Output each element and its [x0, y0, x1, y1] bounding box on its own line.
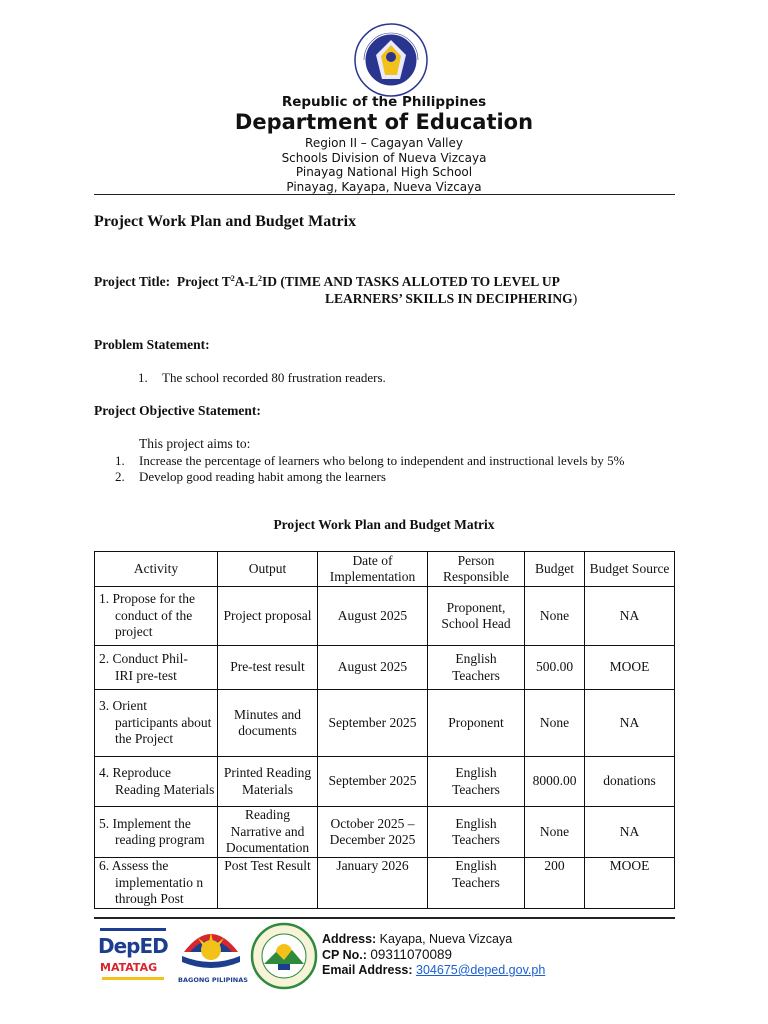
objective-intro: This project aims to: — [139, 436, 251, 451]
address-line: Pinayag, Kayapa, Nueva Vizcaya — [286, 179, 482, 194]
problem-item: 1. The school recorded 80 frustration readers. — [138, 370, 386, 385]
source-cell: MOOE — [585, 858, 675, 909]
deped-seal-icon — [354, 23, 428, 97]
school-seal-icon — [248, 922, 320, 990]
project-title — [94, 270, 577, 307]
table-row — [95, 858, 675, 909]
source-cell: donations — [585, 757, 675, 807]
date-cell: August 2025 — [318, 587, 428, 646]
output-cell: Pre-test result — [218, 646, 318, 690]
republic-heading: Republic of the Philippines — [281, 94, 487, 110]
address-line: Region II – Cagayan Valley — [305, 136, 463, 150]
person-cell: Proponent, School Head — [428, 587, 525, 646]
date-cell: September 2025 — [318, 757, 428, 807]
column-header: Budget — [525, 552, 585, 587]
work-plan-table — [94, 551, 675, 909]
table-row — [95, 757, 675, 807]
footer-address: Address: Kayapa, Nueva Vizcaya — [322, 932, 513, 946]
table-row — [95, 807, 675, 858]
person-cell: Proponent — [428, 690, 525, 757]
budget-cell: None — [525, 690, 585, 757]
bagong-pilipinas-sun-icon — [176, 922, 246, 974]
objective-statement-label: Project Objective Statement: — [94, 403, 261, 418]
bagong-pilipinas-logo — [176, 922, 246, 988]
deped-matatag-logo — [98, 928, 170, 988]
date-cell: September 2025 — [318, 690, 428, 757]
school-address-block — [0, 136, 768, 194]
project-title-label: Project Title: — [94, 274, 171, 289]
output-cell: Project proposal — [218, 587, 318, 646]
activity-cell: 6. Assess the implementatio n through Post — [95, 858, 218, 909]
matrix-title: Project Work Plan and Budget Matrix — [273, 517, 495, 532]
person-cell: English Teachers — [428, 858, 525, 909]
document-title: Project Work Plan and Budget Matrix — [94, 213, 357, 230]
activity-cell: 1. Propose for the conduct of the project — [95, 587, 218, 646]
budget-cell: 200 — [525, 858, 585, 909]
bagong-pilipinas-text: BAGONG PILIPINAS — [178, 976, 248, 984]
activity-cell: 3. Orient participants about the Project — [95, 690, 218, 757]
address-line: Pinayag National High School — [295, 165, 473, 179]
person-cell: English Teachers — [428, 807, 525, 858]
department-heading: Department of Education — [234, 110, 534, 134]
objective-list — [115, 453, 625, 485]
footer-cp: CP No.: 09311070089 — [322, 947, 452, 962]
table-row — [95, 587, 675, 646]
footer-divider — [94, 917, 675, 919]
budget-cell: None — [525, 807, 585, 858]
column-header: Date of Implementation — [318, 552, 428, 587]
budget-cell: None — [525, 587, 585, 646]
address-line: Schools Division of Nueva Vizcaya — [281, 150, 487, 165]
activity-cell: 4. Reproduce Reading Materials — [95, 757, 218, 807]
column-header: Person Responsible — [428, 552, 525, 587]
objective-item: 2. Develop good reading habit among the learners — [115, 469, 386, 484]
output-cell: Minutes and documents — [218, 690, 318, 757]
table-row — [95, 690, 675, 757]
budget-cell: 500.00 — [525, 646, 585, 690]
footer-email: Email Address: 304675@deped.gov.ph — [322, 963, 546, 977]
project-title-text: Project $T^2A-L^2ID$ (TIME AND TASKS ALLOTED TO LEVEL UP — [176, 274, 560, 289]
source-cell: NA — [585, 807, 675, 858]
problem-statement-label: Problem Statement: — [94, 337, 210, 352]
source-cell: NA — [585, 587, 675, 646]
person-cell: English Teachers — [428, 646, 525, 690]
date-cell: August 2025 — [318, 646, 428, 690]
table-row — [95, 646, 675, 690]
column-header: Output — [218, 552, 318, 587]
output-cell: Post Test Result — [218, 858, 318, 909]
column-header: Activity — [95, 552, 218, 587]
column-header: Budget Source — [585, 552, 675, 587]
deped-logo-text: DepED — [98, 934, 168, 958]
activity-cell: 2. Conduct Phil- IRI pre-test — [95, 646, 218, 690]
activity-cell: 5. Implement the reading program — [95, 807, 218, 858]
output-cell: Reading Narrative and Documentation — [218, 807, 318, 858]
footer-contact-block — [322, 932, 545, 978]
header-divider — [94, 194, 675, 195]
matatag-text: MATATAG — [100, 961, 158, 974]
person-cell: English Teachers — [428, 757, 525, 807]
output-cell: Printed Reading Materials — [218, 757, 318, 807]
objective-item: 1. Increase the percentage of learners who belong to independent and instructional levels by 5% — [115, 453, 625, 468]
source-cell: NA — [585, 690, 675, 757]
email-link[interactable]: 304675@deped.gov.ph — [416, 963, 546, 977]
budget-cell: 8000.00 — [525, 757, 585, 807]
date-cell: October 2025 – December 2025 — [318, 807, 428, 858]
source-cell: MOOE — [585, 646, 675, 690]
date-cell: January 2026 — [318, 858, 428, 909]
project-title-line2: LEARNERS’ SKILLS IN DECIPHERING) — [325, 291, 578, 306]
table-header-row — [95, 552, 675, 587]
